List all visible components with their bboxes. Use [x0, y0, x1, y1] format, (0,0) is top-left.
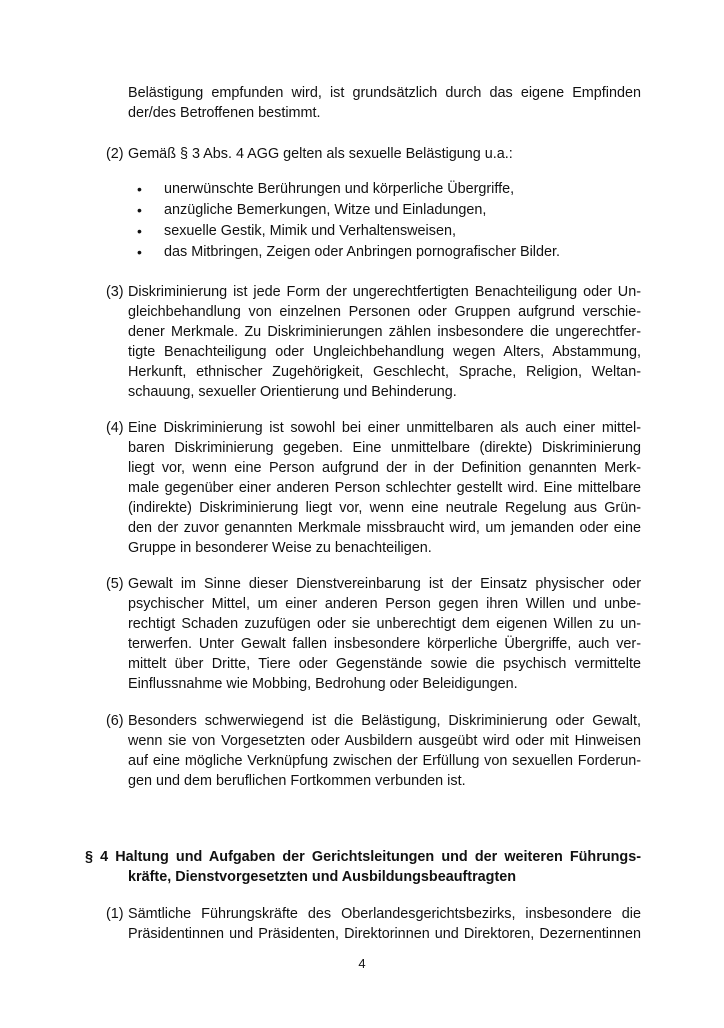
paragraph-4-line: liegt vor, wenn eine Person aufgrund der in der Definition genannten Merk-: [128, 460, 641, 476]
paragraph-5-line: Einflussnahme wie Mobbing, Bedrohung oder Beleidigungen.: [128, 676, 518, 692]
paragraph-4-line: den der zuvor genannten Merkmale missbraucht wird, um jemanden oder eine: [128, 520, 641, 536]
paragraph-4-line: baren Diskriminierung gegeben. Eine unmittelbare (direkte) Diskriminierung: [128, 440, 641, 456]
paragraph-4-line: male gegenüber einer anderen Person schlechter gestellt wird. Eine mittelbare: [128, 480, 641, 496]
paragraph-number: (3): [106, 284, 124, 300]
bullet-dot: •: [137, 244, 142, 260]
section-4-paragraph-1-line: Sämtliche Führungskräfte des Oberlandesgerichtsbezirks, insbesondere die: [128, 906, 641, 922]
continuation-line-2: der/des Betroffenen bestimmt.: [128, 105, 321, 121]
paragraph-number: (2): [106, 146, 124, 162]
paragraph-3-line: gleichbehandlung von einzelnen Personen oder Gruppen aufgrund verschie-: [128, 304, 641, 320]
continuation-line-1: Belästigung empfunden wird, ist grundsätzlich durch das eigene Empfinden: [128, 85, 641, 101]
paragraph-4-line: Gruppe in besonderer Weise zu benachteiligen.: [128, 540, 432, 556]
paragraph-5-line: psychischer Mittel, um einer anderen Person gegen ihren Willen und unbe-: [128, 596, 641, 612]
bullet-dot: •: [137, 202, 142, 218]
bullet-item: anzügliche Bemerkungen, Witze und Einladungen,: [164, 202, 487, 218]
page-number: 4: [358, 956, 366, 971]
bullet-dot: •: [137, 181, 142, 197]
paragraph-4-line: Eine Diskriminierung ist sowohl bei einer unmittelbaren als auch einer mittel-: [128, 420, 641, 436]
paragraph-number: (6): [106, 713, 124, 729]
bullet-item: sexuelle Gestik, Mimik und Verhaltensweisen,: [164, 223, 456, 239]
paragraph-3-line: tigte Benachteiligung oder Ungleichbehandlung wegen Alters, Abstammung,: [128, 344, 641, 360]
bullet-item: das Mitbringen, Zeigen oder Anbringen pornografischer Bilder.: [164, 244, 560, 260]
paragraph-5-line: rechtigt Schaden zuzufügen oder sie unberechtigt dem eigenen Willen zu un-: [128, 616, 641, 632]
section-4-paragraph-1-line: Präsidentinnen und Präsidenten, Direktorinnen und Direktoren, Dezernentinnen: [128, 926, 641, 942]
paragraph-5-line: mittelt über Dritte, Tiere oder Gegenstände sowie die psychisch vermittelte: [128, 656, 641, 672]
paragraph-6-line: gen und dem beruflichen Fortkommen verbunden ist.: [128, 773, 466, 789]
bullet-item: unerwünschte Berührungen und körperliche Übergriffe,: [164, 181, 515, 197]
paragraph-3-line: Herkunft, ethnischer Zugehörigkeit, Geschlecht, Sprache, Religion, Weltan-: [128, 364, 641, 380]
paragraph-6-line: wenn sie von Vorgesetzten oder Ausbildern ausgeübt wird oder mit Hinweisen: [128, 733, 641, 749]
paragraph-6-line: Besonders schwerwiegend ist die Belästigung, Diskriminierung oder Gewalt,: [128, 713, 641, 729]
paragraph-number: (5): [106, 576, 124, 592]
paragraph-5-line: terwerfen. Unter Gewalt fallen insbesondere körperliche Übergriffe, auch ver-: [128, 636, 641, 652]
paragraph-3-line: dener Merkmale. Zu Diskriminierungen zählen insbesondere die ungerechtfer-: [128, 324, 641, 340]
paragraph-5-line: Gewalt im Sinne dieser Dienstvereinbarung ist der Einsatz physischer oder: [128, 576, 641, 592]
paragraph-6-line: auf eine mögliche Verknüpfung zwischen der Erfüllung von sexuellen Forderun-: [128, 753, 641, 769]
section-heading: § 4 Haltung und Aufgaben der Gerichtsleitungen und der weiteren Führungs-: [85, 849, 641, 865]
paragraph-number: (1): [106, 906, 124, 922]
paragraph-2-line-1: Gemäß § 3 Abs. 4 AGG gelten als sexuelle Belästigung u.a.:: [128, 146, 513, 162]
section-heading-continuation: kräfte, Dienstvorgesetzten und Ausbildungsbeauftragten: [128, 869, 517, 885]
paragraph-number: (4): [106, 420, 124, 436]
paragraph-4-line: (indirekte) Diskriminierung liegt vor, wenn eine neutrale Regelung aus Grün-: [128, 500, 641, 516]
bullet-dot: •: [137, 223, 142, 239]
paragraph-3-line: schauung, sexueller Orientierung und Behinderung.: [128, 384, 457, 400]
paragraph-3-line: Diskriminierung ist jede Form der ungerechtfertigten Benachteiligung oder Un-: [128, 284, 641, 300]
